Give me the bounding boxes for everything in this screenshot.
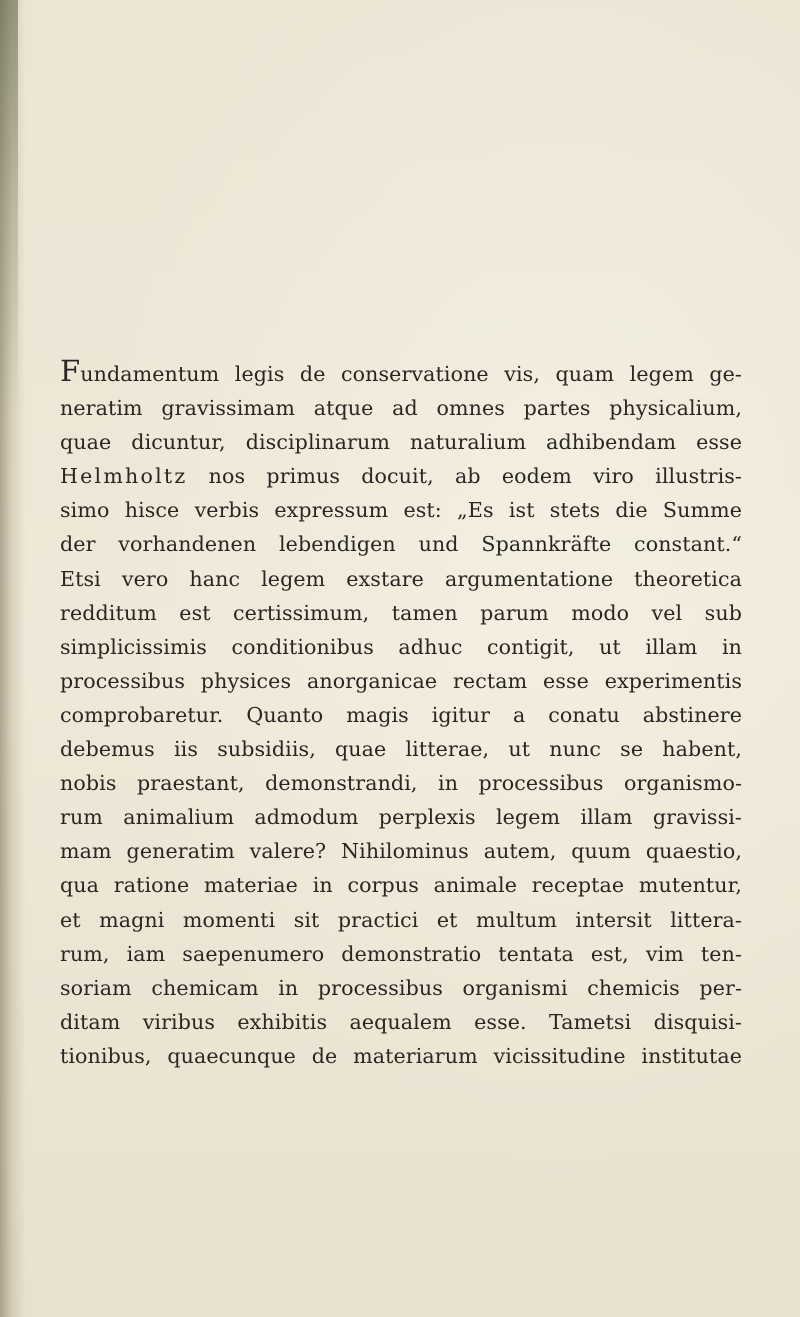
text-line-14: rum animalium admodum perplexis legem illam gravissi- [60,805,742,830]
text-line-13: nobis praestant, demonstrandi, in processibus organismo- [60,771,742,796]
initial-letter: F [60,354,81,388]
text-line-11: comprobaretur. Quanto magis igitur a conatu abstinere [60,702,742,727]
text-line-6: der vorhandenen lebendigen und Spannkräfte constant.“ [60,532,742,557]
text-line-9: simplicissimis conditionibus adhuc contigit, ut illam in [60,634,742,659]
text-line-16: qua ratione materiae in corpus animale receptae mutentur, [60,873,742,898]
text-line-10: processibus physices anorganicae rectam esse experimentis [60,668,742,693]
text-line-2: neratim gravissimam atque ad omnes partes physicalium, [60,396,742,421]
text-line-3: quae dicuntur, disciplinarum naturalium adhibendam esse [60,430,742,455]
text-line-7: Etsi vero hanc legem exstare argumentatione theoretica [60,566,742,591]
text-line-15: mam generatim valere? Nihilominus autem, quum quaestio, [60,839,742,864]
text-line-17: et magni momenti sit practici et multum intersit littera- [60,907,742,932]
text-line-1: Fundamentum legis de conservatione vis, quam legem ge- [60,354,742,388]
text-line-8: redditum est certissimum, tamen parum modo vel sub [60,600,742,625]
text-line-20: ditam viribus exhibitis aequalem esse. Tametsi disquisi- [60,1009,742,1034]
author-name: Helmholtz [60,464,188,489]
text-line-21: tionibus, quaecunque de materiarum vicissitudine institutae [60,1043,742,1068]
text-line-5: simo hisce verbis expressum est: „Es ist stets die Summe [60,498,742,523]
text-line-4: Helmholtz nos primus docuit, ab eodem viro illustris- [60,464,742,489]
text-line-12: debemus iis subsidiis, quae litterae, ut nunc se habent, [60,737,742,762]
text-line-18: rum, iam saepenumero demonstratio tentata est, vim ten- [60,941,742,966]
text-line-19: soriam chemicam in processibus organismi chemicis per- [60,975,742,1000]
body-text [60,354,742,1073]
binding-shadow-top [0,0,18,420]
